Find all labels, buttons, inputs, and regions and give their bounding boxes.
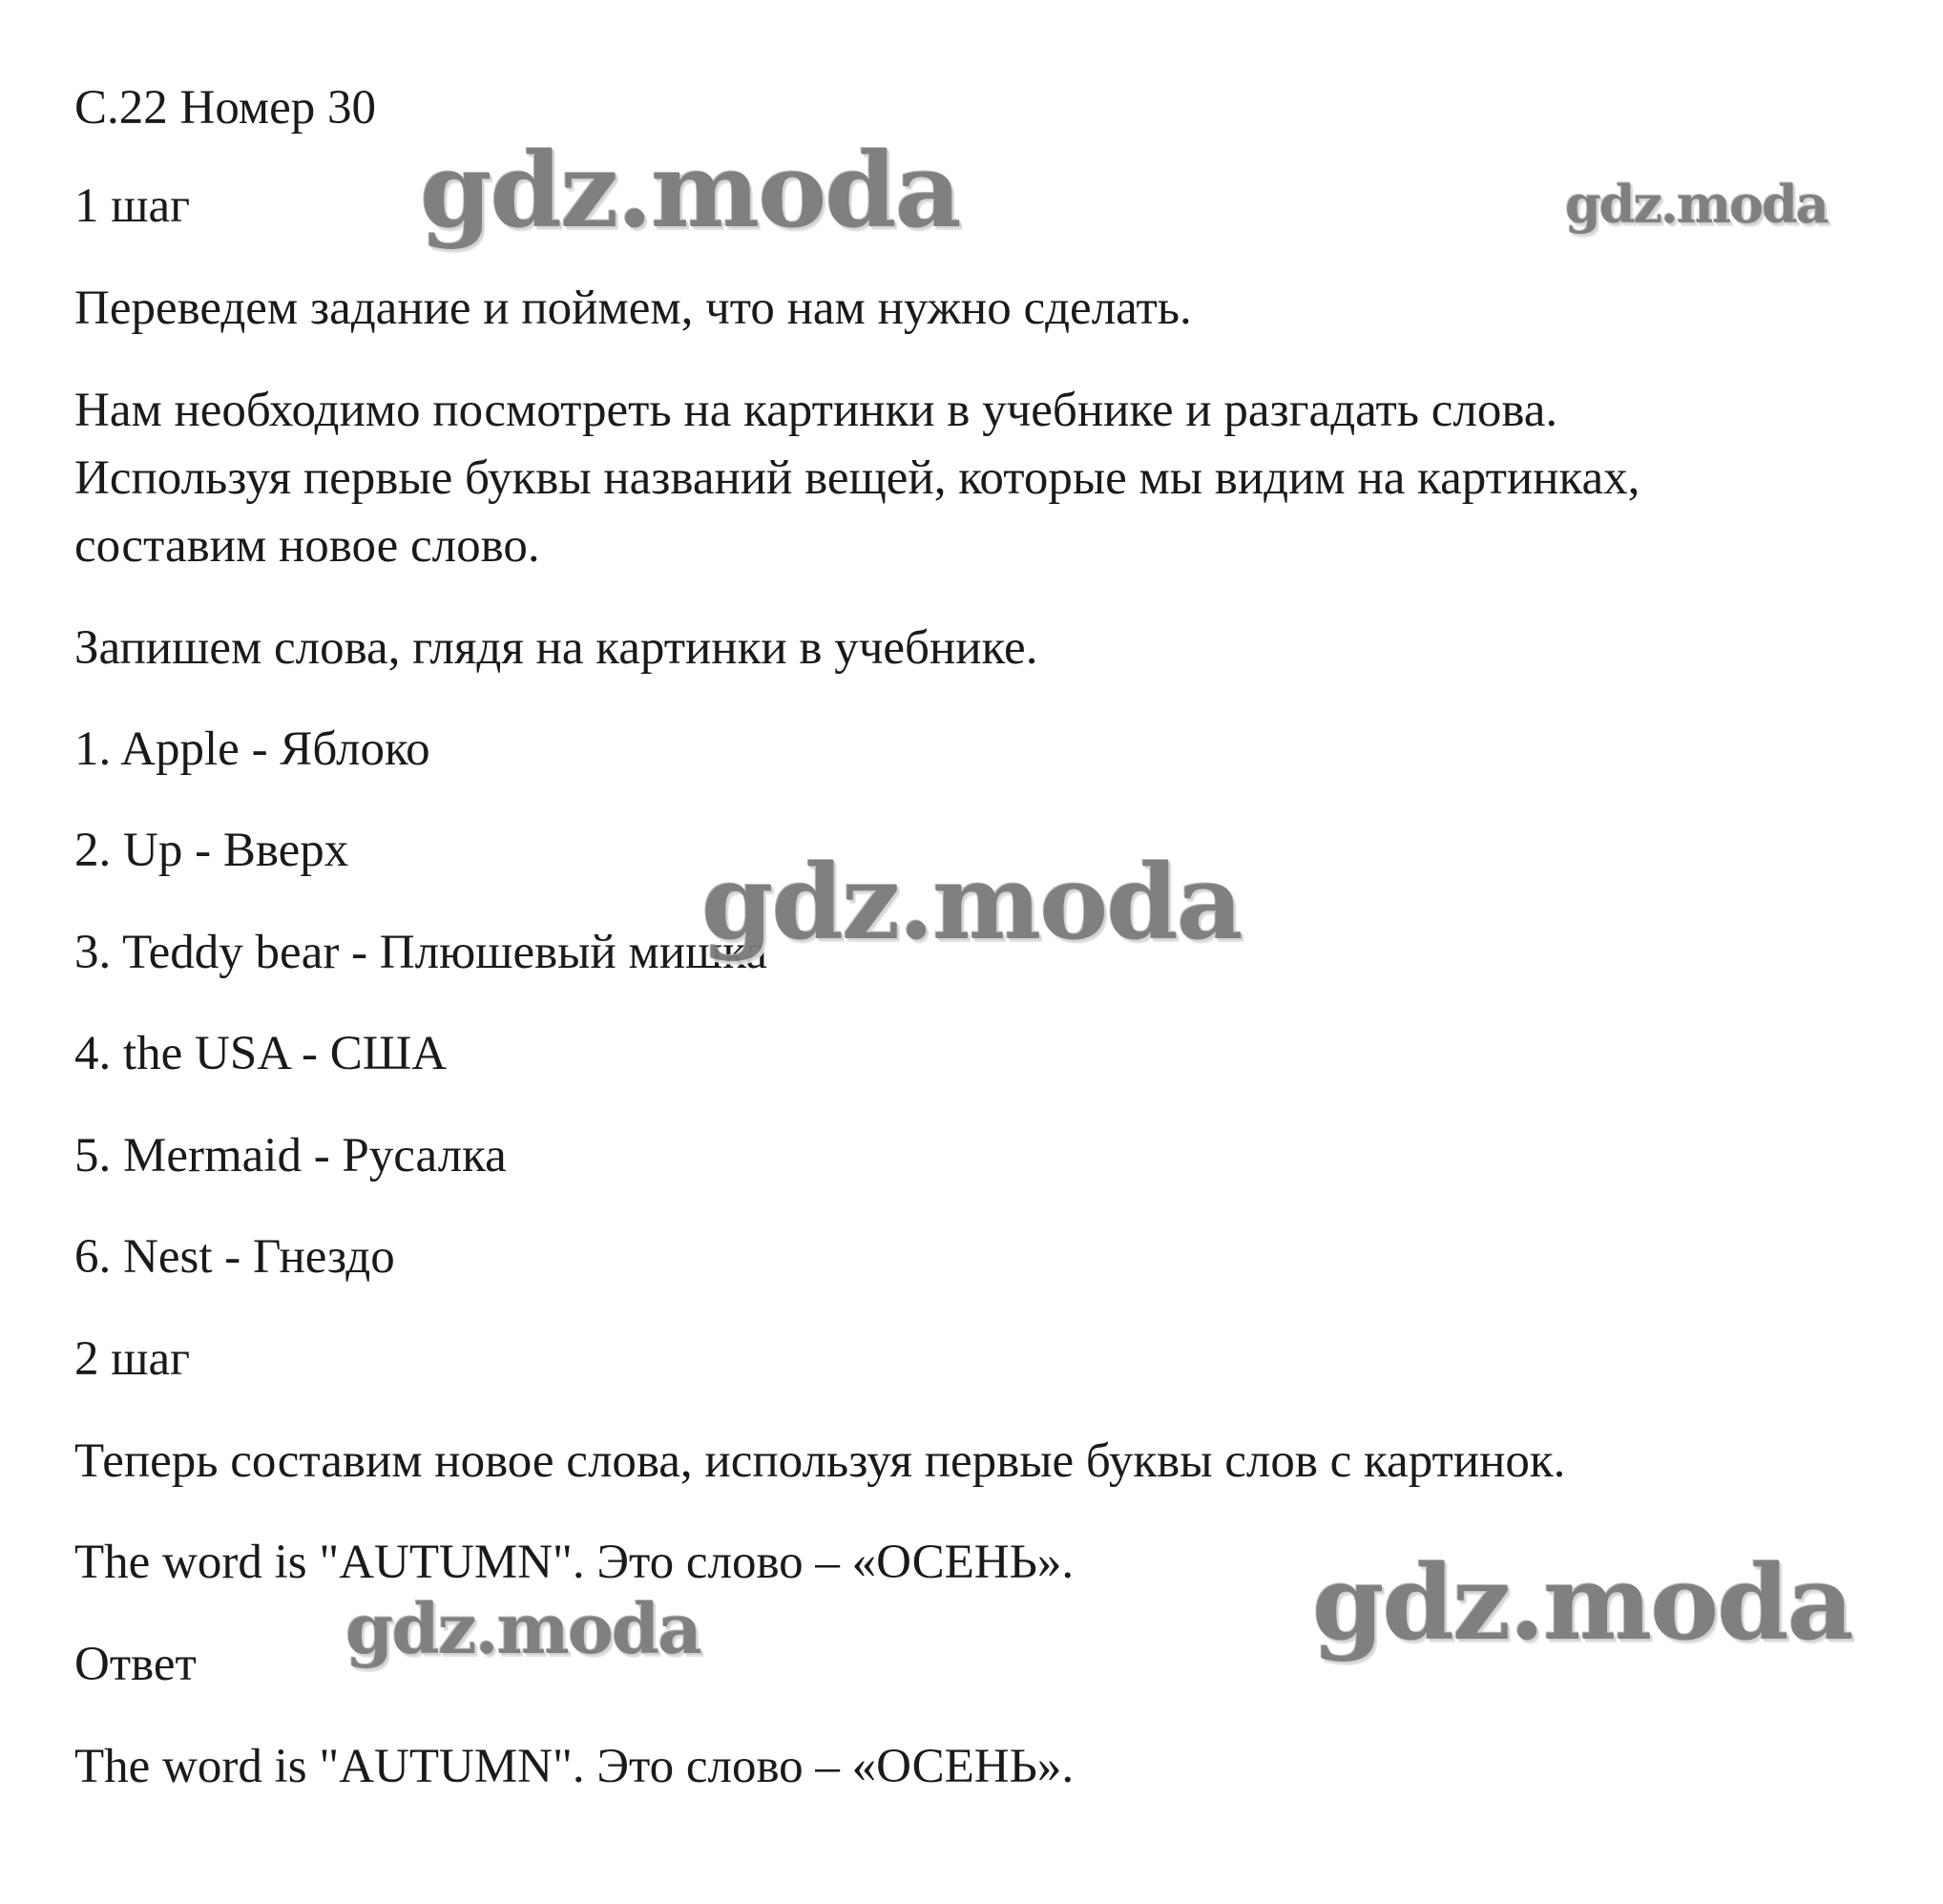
word-item: 2. Up - Вверх: [74, 824, 349, 877]
watermark-logo: gdz.moda: [701, 843, 1242, 963]
task-line-2: Используя первые буквы названий вещей, которые мы видим на картинках,: [74, 451, 1640, 505]
watermark-logo: gdz.moda: [1565, 174, 1828, 235]
answer-title: Ответ: [74, 1638, 197, 1691]
step-2-text: Теперь составим новое слова, используя первые буквы слов с картинок.: [74, 1434, 1566, 1488]
task-line-1: Нам необходимо посмотреть на картинки в учебнике и разгадать слова.: [74, 384, 1558, 437]
watermark-logo: gdz.moda: [420, 131, 960, 251]
word-item: 5. Mermaid - Русалка: [74, 1129, 507, 1182]
watermark-logo: gdz.moda: [345, 1588, 700, 1669]
watermark-logo: gdz.moda: [1312, 1543, 1852, 1663]
write-words-text: Запишем слова, глядя на картинки в учебнике.: [74, 621, 1038, 675]
step-1-title: 1 шаг: [74, 179, 191, 233]
intro-text: Переведем задание и поймем, что нам нужно сделать.: [74, 282, 1192, 335]
answer-text: The word is "AUTUMN". Это слово – «ОСЕНЬ».: [74, 1740, 1075, 1793]
word-item: 3. Teddy bear - Плюшевый мишка: [74, 926, 767, 979]
word-item: 6. Nest - Гнездо: [74, 1230, 395, 1284]
word-item: 4. the USA - США: [74, 1027, 448, 1080]
result-text: The word is "AUTUMN". Это слово – «ОСЕНЬ».: [74, 1536, 1075, 1589]
task-line-3: составим новое слово.: [74, 519, 540, 573]
word-item: 1. Apple - Яблоко: [74, 722, 430, 776]
page-header: С.22 Номер 30: [74, 81, 377, 135]
step-2-title: 2 шаг: [74, 1332, 191, 1386]
